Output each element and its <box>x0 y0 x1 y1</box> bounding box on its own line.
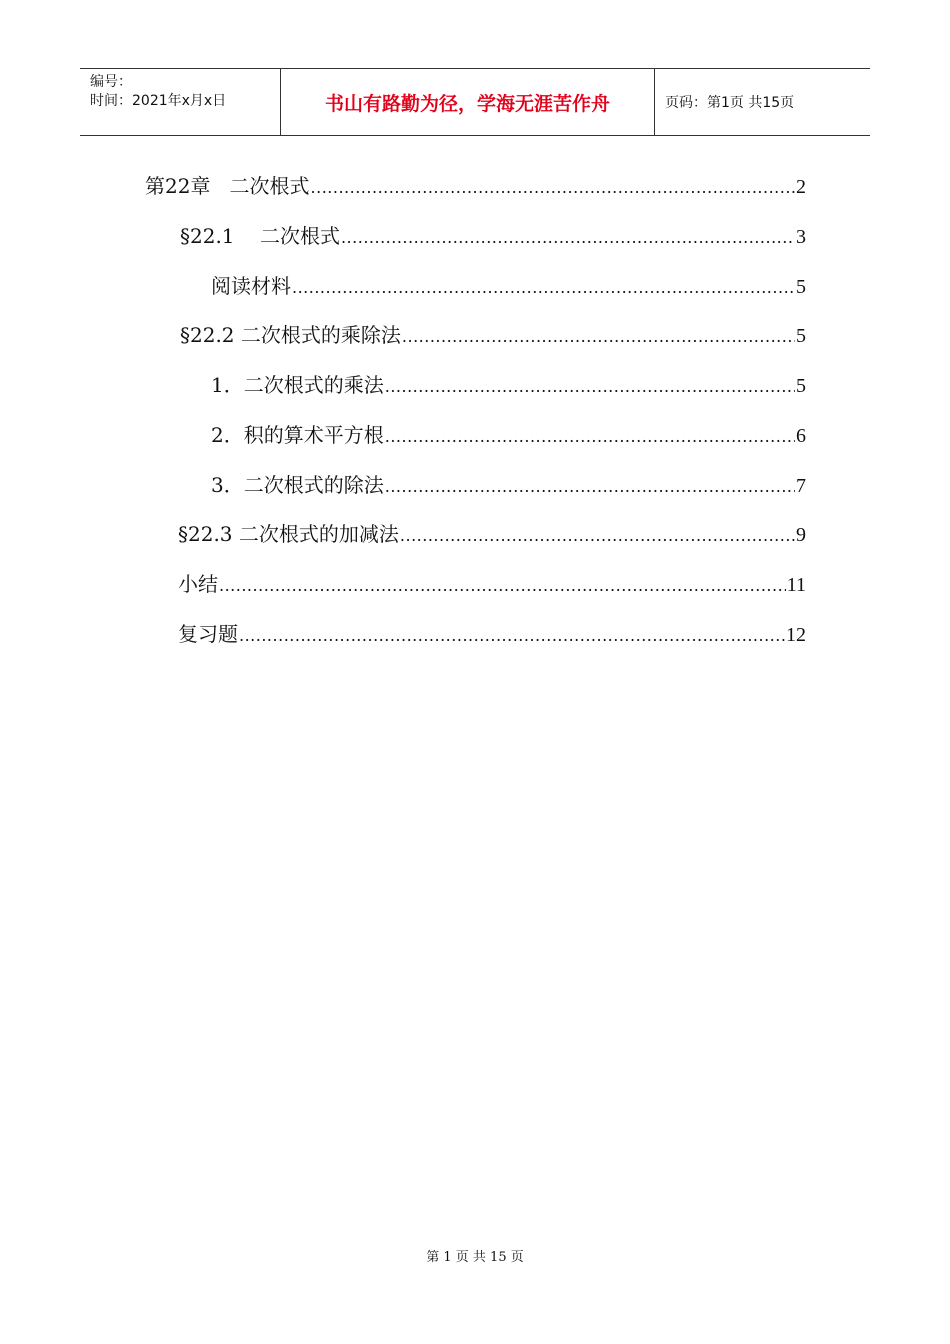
toc-entry[interactable] <box>180 220 806 250</box>
toc-entry-page: 6 <box>796 425 806 447</box>
toc-leader-dots <box>311 174 795 198</box>
toc-entry-title: §22.3 二次根式的加减法 <box>178 522 399 546</box>
toc-entry[interactable] <box>211 469 806 499</box>
toc-entry[interactable] <box>211 419 806 449</box>
toc-entry-page: 2 <box>796 176 806 198</box>
header-meta <box>80 69 281 135</box>
toc-entry-title: 1．二次根式的乘法 <box>211 373 384 397</box>
toc-entry[interactable] <box>180 319 806 349</box>
toc-entry-page: 7 <box>796 475 806 497</box>
toc-entry-page: 5 <box>796 375 806 397</box>
toc-entry-title: 小结 <box>178 572 218 596</box>
toc-entry[interactable] <box>178 568 806 598</box>
toc-entry[interactable] <box>211 270 806 300</box>
toc-entry-page: 11 <box>786 574 806 596</box>
toc-entry-title: §22.2 二次根式的乘除法 <box>180 323 401 347</box>
toc-entry[interactable] <box>211 369 806 399</box>
date-label: 时间：2021年x月x日 <box>90 93 227 109</box>
toc-entry[interactable] <box>178 518 806 548</box>
toc-leader-dots <box>385 373 795 397</box>
toc-entry-title: §22.1 二次根式 <box>180 224 340 248</box>
number-label: 编号： <box>90 74 132 90</box>
toc-leader-dots <box>400 522 795 546</box>
toc-leader-dots <box>341 224 795 248</box>
page-footer: 第 1 页 共 15 页 <box>426 1250 524 1265</box>
toc-entry-page: 5 <box>796 276 806 298</box>
toc-entry-title: 第22章 二次根式 <box>145 174 310 198</box>
toc-entry-page: 5 <box>796 325 806 347</box>
toc-leader-dots <box>385 473 795 497</box>
toc-leader-dots <box>385 423 795 447</box>
toc-leader-dots <box>292 274 795 298</box>
toc-leader-dots <box>239 622 785 646</box>
header-page-info: 页码：第1页 共15页 <box>665 95 795 111</box>
toc-entry[interactable] <box>145 170 806 200</box>
header-motto: 书山有路勤为径，学海无涯苦作舟 <box>281 69 655 135</box>
toc-entry-title: 阅读材料 <box>211 274 291 298</box>
document-header <box>80 68 870 136</box>
toc-entry-page: 12 <box>786 624 806 646</box>
toc-entry-page: 3 <box>796 226 806 248</box>
toc-entry-title: 复习题 <box>178 622 238 646</box>
toc-entry-title: 2．积的算术平方根 <box>211 423 384 447</box>
toc-entry[interactable] <box>178 618 806 648</box>
toc-leader-dots <box>402 323 795 347</box>
toc-leader-dots <box>219 572 786 596</box>
toc-entry-page: 9 <box>796 524 806 546</box>
toc-entry-title: 3．二次根式的除法 <box>211 473 384 497</box>
